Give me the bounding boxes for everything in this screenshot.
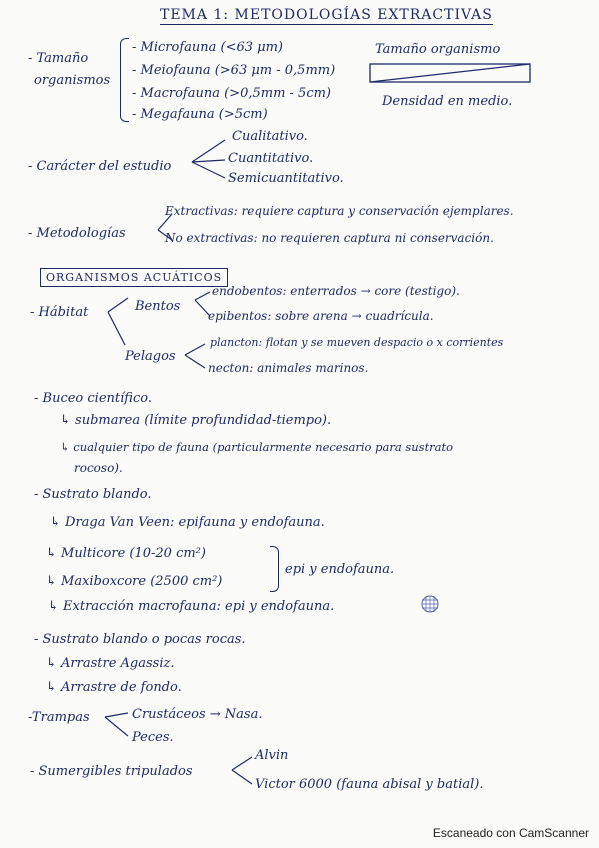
buceo-label: - Buceo científico. — [34, 391, 152, 406]
pelagos-item: necton: animales marinos. — [208, 361, 369, 375]
tamano-label-1: - Tamaño — [28, 51, 89, 66]
trampas-label: -Trampas — [28, 710, 90, 725]
sustrato-rocas-item: ↳ Arrastre Agassiz. — [46, 656, 175, 671]
sustrato-rocas-item: ↳ Arrastre de fondo. — [46, 680, 182, 695]
sumergibles-item: Victor 6000 (fauna abisal y batial). — [255, 777, 484, 792]
sumergibles-label: - Sumergibles tripulados — [30, 764, 193, 779]
habitat-label: - Hábitat — [30, 305, 89, 320]
caracter-item: Semicuantitativo. — [228, 171, 344, 186]
tamano-label-2: organismos — [34, 73, 111, 88]
page-title: TEMA 1: METODOLOGÍAS EXTRACTIVAS — [160, 7, 493, 23]
scanner-watermark: Escaneado con CamScanner — [432, 826, 589, 840]
acuaticos-box: ORGANISMOS ACUÁTICOS — [40, 268, 228, 287]
tamano-item: - Microfauna (<63 μm) — [132, 40, 283, 55]
bentos-item: endobentos: enterrados → core (testigo). — [212, 284, 460, 298]
brace-note: epi y endofauna. — [285, 562, 395, 577]
diagram-bottom-label: Densidad en medio. — [382, 94, 513, 109]
sustrato-blando-item: ↳ Draga Van Veen: epifauna y endofauna. — [50, 515, 325, 530]
pelagos-item: plancton: flotan y se mueven despacio o x corrientes — [210, 336, 504, 349]
buceo-item: ↳ cualquier tipo de fauna (particularmente necesario para sustrato — [60, 440, 454, 454]
caracter-item: Cuantitativo. — [228, 151, 314, 166]
bentos-item: epibentos: sobre arena → cuadrícula. — [208, 309, 434, 323]
caracter-item: Cualitativo. — [232, 129, 308, 144]
sustrato-blando-item: ↳ Extracción macrofauna: epi y endofauna. — [48, 599, 335, 614]
metodologias-label: - Metodologías — [28, 226, 126, 241]
bentos-label: Bentos — [135, 299, 181, 314]
tamano-item: - Megafauna (>5cm) — [132, 107, 268, 122]
tamano-item: - Meiofauna (>63 μm - 0,5mm) — [132, 63, 336, 78]
sustrato-rocas-label: - Sustrato blando o pocas rocas. — [34, 632, 246, 647]
tamano-item: - Macrofauna (>0,5mm - 5cm) — [132, 86, 331, 101]
pelagos-label: Pelagos — [125, 349, 176, 364]
sumergibles-item: Alvin — [255, 748, 289, 763]
sustrato-blando-item: ↳ Maxiboxcore (2500 cm²) — [46, 574, 223, 589]
buceo-item: ↳ submarea (límite profundidad-tiempo). — [60, 413, 332, 428]
trampas-item: Peces. — [132, 730, 174, 745]
trampas-item: Crustáceos → Nasa. — [132, 707, 263, 722]
sustrato-blando-item: ↳ Multicore (10-20 cm²) — [46, 546, 206, 561]
metodologias-item: Extractivas: requiere captura y conservación ejemplares. — [165, 204, 514, 218]
sustrato-blando-label: - Sustrato blando. — [34, 487, 152, 502]
caracter-label: - Carácter del estudio — [28, 159, 172, 174]
buceo-item: rocoso). — [74, 461, 123, 475]
metodologias-item: No extractivas: no requieren captura ni conservación. — [165, 231, 494, 245]
diagram-top-label: Tamaño organismo — [375, 42, 501, 57]
